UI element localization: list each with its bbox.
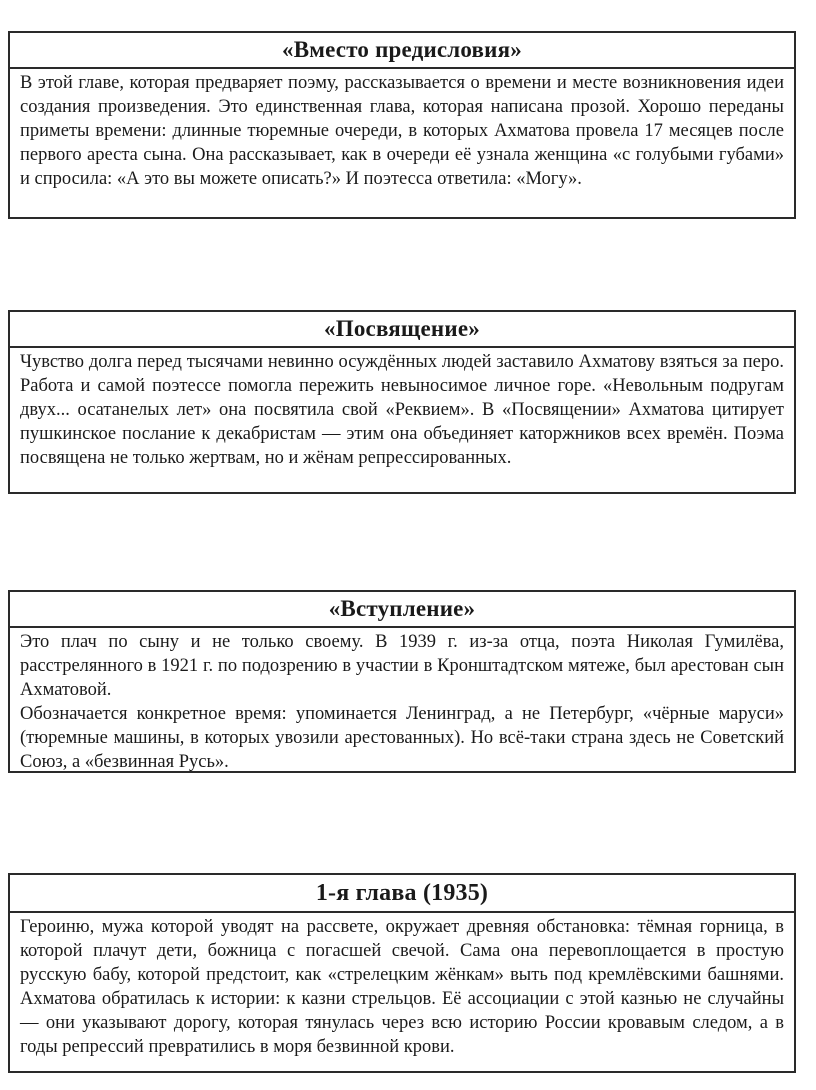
- section-body: [10, 348, 794, 476]
- section-paragraph: Это плач по сыну и не только своему. В 1939 г. из-за отца, поэта Николая Гумилёва, расстрелянного в 1921 г. по подозрению в участии в Кронштадтском мятеже, был арестован сын Ахматовой.: [20, 632, 784, 700]
- section-body: [10, 913, 794, 1065]
- section-posvyashchenie: [8, 310, 796, 494]
- section-body: [10, 628, 794, 780]
- section-title: «Посвящение»: [10, 312, 794, 348]
- section-title: 1-я глава (1935): [10, 875, 794, 913]
- section-title: «Вступление»: [10, 592, 794, 628]
- section-vstuplenie: [8, 590, 796, 773]
- section-chapter-1: [8, 873, 796, 1073]
- section-paragraph: Обозначается конкретное время: упоминается Ленинград, а не Петербург, «чёрные маруси» (тюремные машины, в которых увозили арестованных). Но всё-таки страна здесь не Советский Союз, а «безвинная Русь».: [20, 704, 784, 772]
- section-vmesto-predisloviya: [8, 31, 796, 219]
- section-paragraph: Героиню, мужа которой уводят на рассвете, окружает древняя обстановка: тёмная горница, в которой плачут дети, божница с погасшей свечой. Сама она перевоплощается в простую русскую бабу, которой предстоит, как «стрелецким жёнкам» выть под кремлёвскими башнями. Ахматова обратилась к истории: к казни стрельцов. Её ассоциации с этой казнью не случайны — они указывают дорогу, которая тянулась через всю историю России кровавым следом, а в годы репрессий превратились в моря безвинной крови.: [20, 917, 784, 1057]
- section-title: «Вместо предисловия»: [10, 33, 794, 69]
- section-paragraph: В этой главе, которая предваряет поэму, рассказывается о времени и месте возникновения идеи создания произведения. Это единственная глава, которая написана прозой. Хорошо переданы приметы времени: длинные тюремные очереди, в которых Ахматова провела 17 месяцев после первого ареста сына. Она рассказывает, как в очереди её узнала женщина «с голубыми губами» и спросила: «А это вы можете описать?» И поэтесса ответила: «Могу».: [20, 73, 784, 189]
- section-paragraph: Чувство долга перед тысячами невинно осуждённых людей заставило Ахматову взяться за перо. Работа и самой поэтессе помогла пережить невыносимое личное горе. «Невольным подругам двух... осатанелых лет» она посвятила свой «Реквием». В «Посвящении» Ахматова цитирует пушкинское послание к декабристам — этим она объединяет каторжников всех времён. Поэма посвящена не только жертвам, но и жёнам репрессированных.: [20, 352, 784, 468]
- section-body: [10, 69, 794, 197]
